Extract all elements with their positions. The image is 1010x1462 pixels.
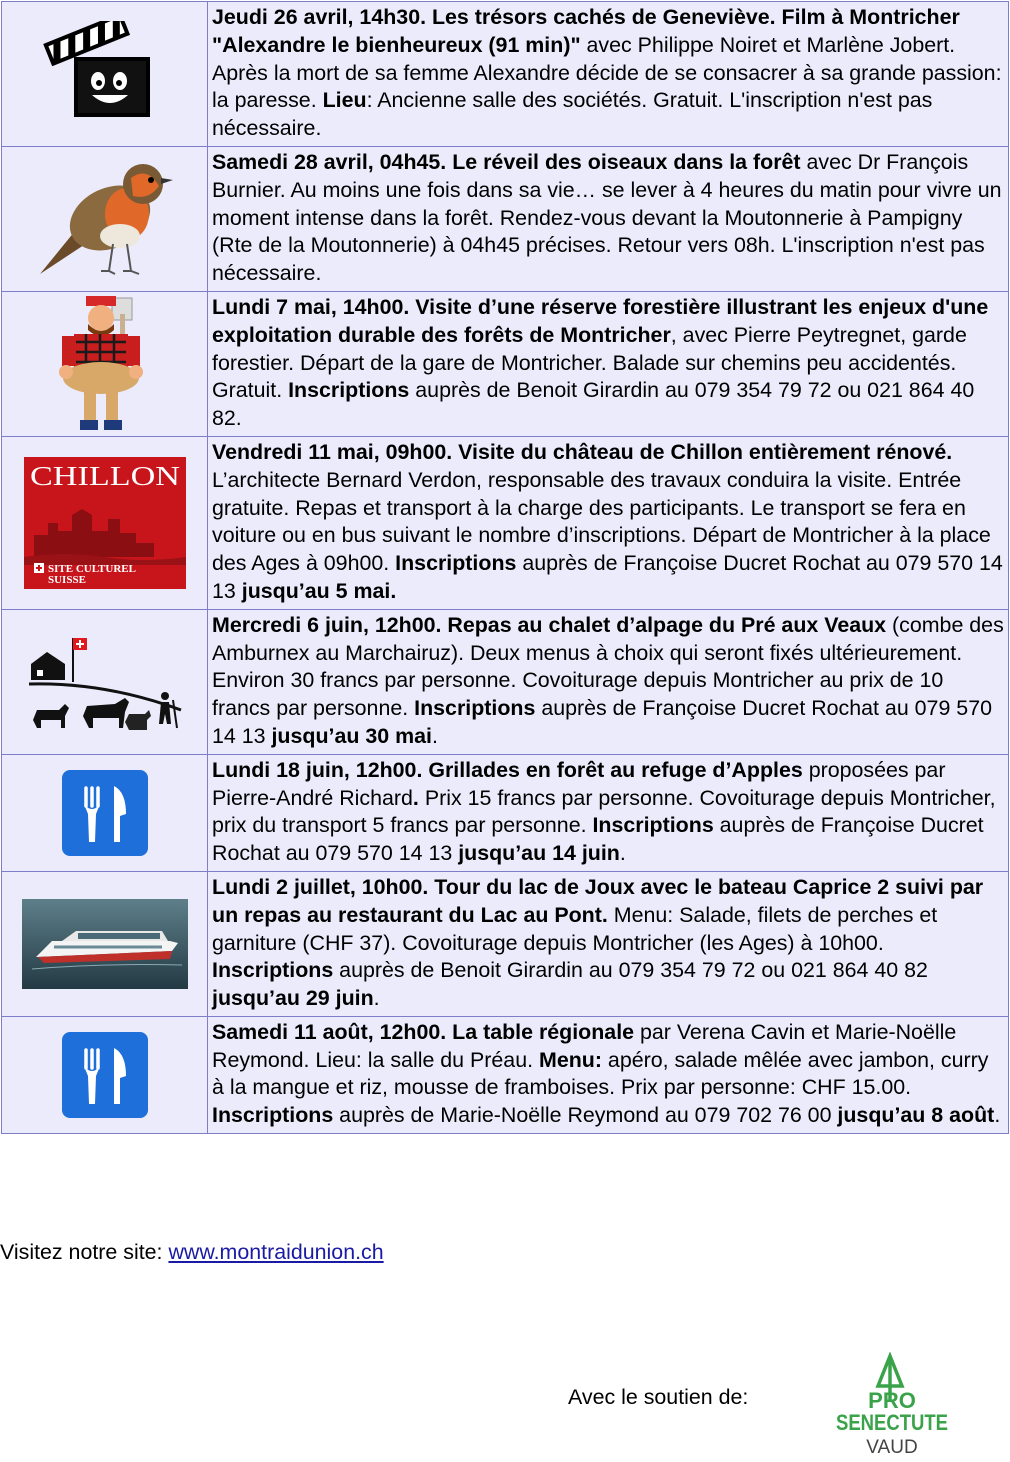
event-text-bold: Inscriptions bbox=[395, 551, 517, 576]
event-text: avec Philippe Noiret et Marlène Jobert. Après la mort de sa femme Alexandre décide de se consacrer à sa grande passion: la paresse. bbox=[212, 32, 1002, 113]
event-image-cell bbox=[2, 291, 208, 436]
event-image-cell bbox=[2, 2, 208, 147]
alpine-pasture-silhouette-image bbox=[2, 624, 207, 739]
event-text-bold: Mercredi 6 juin, 12h00. Repas au chalet d’alpage du Pré aux Veaux bbox=[212, 612, 887, 637]
event-text: auprès de Benoit Girardin au 079 354 79 72 ou 021 864 40 82. bbox=[212, 378, 975, 431]
robin-bird-image bbox=[2, 156, 207, 281]
event-text: . bbox=[994, 1103, 1001, 1128]
event-text-bold: Lundi 18 juin, 12h00. Grillades en forêt au refuge d’Apples bbox=[212, 757, 803, 782]
logo-line2: SENECTUTE bbox=[836, 1410, 948, 1435]
event-description bbox=[208, 754, 1009, 871]
event-row bbox=[2, 871, 1009, 1016]
event-text-bold: Inscriptions bbox=[592, 813, 714, 838]
event-row bbox=[2, 436, 1009, 609]
pro-senectute-logo bbox=[828, 1352, 958, 1462]
event-description bbox=[208, 436, 1009, 609]
event-text: auprès de Françoise Ducret Rochat au 079 570 14 13 bbox=[212, 813, 984, 866]
event-text: auprès de Françoise Ducret Rochat au 079 570 14 13 bbox=[212, 551, 1003, 603]
event-text-bold: Samedi 28 avril, 04h45. Le réveil des oiseaux dans la forêt bbox=[212, 149, 801, 174]
restaurant-icon bbox=[2, 770, 207, 856]
event-row bbox=[2, 1016, 1009, 1133]
lumberjack-image bbox=[2, 294, 207, 434]
restaurant-icon bbox=[2, 1032, 207, 1118]
chillon-poster-subtitle-2: SUISSE bbox=[47, 573, 86, 586]
website-link[interactable]: www.montraidunion.ch bbox=[168, 1240, 384, 1264]
event-row bbox=[2, 2, 1009, 147]
event-image-cell bbox=[2, 1016, 208, 1133]
event-text-bold: Samedi 11 août, 12h00. La table régionale bbox=[212, 1019, 635, 1044]
event-text: auprès de Benoit Girardin au 079 354 79 72 ou 021 864 40 82 bbox=[333, 958, 928, 983]
event-text-bold: jusqu’au 14 juin bbox=[458, 841, 620, 866]
event-text-bold: jusqu’au 30 mai bbox=[271, 723, 432, 748]
event-text: Prix 15 francs par personne. Covoiturage depuis Montricher, prix du transport 5 francs par personne. bbox=[212, 785, 996, 838]
event-image-cell bbox=[2, 436, 208, 609]
event-text-bold: Inscriptions bbox=[212, 1103, 334, 1128]
event-image-cell bbox=[2, 754, 208, 871]
event-text: auprès de Françoise Ducret Rochat au 079 570 14 13 bbox=[212, 696, 992, 748]
event-text: . bbox=[373, 986, 380, 1011]
event-text-bold: jusqu’au 5 mai. bbox=[241, 578, 397, 603]
event-text-bold: Lundi 7 mai, 14h00. Visite d’une réserve forestière illustrant les enjeux d'une exploitation durable des forêts de Montricher bbox=[212, 294, 989, 347]
film-clapper-icon bbox=[2, 21, 207, 126]
event-text-bold: Inscriptions bbox=[288, 378, 410, 403]
event-row bbox=[2, 609, 1009, 754]
boat-caprice-image bbox=[2, 899, 207, 989]
event-description bbox=[208, 2, 1009, 147]
logo-line1: PRO bbox=[868, 1388, 916, 1413]
event-text-bold: Menu: bbox=[539, 1047, 602, 1072]
event-text: : Ancienne salle des sociétés. Gratuit. L'inscription n'est pas nécessaire. bbox=[212, 88, 933, 141]
event-text: par Verena Cavin et Marie-Noëlle Reymond. Lieu: la salle du Préau. bbox=[212, 1019, 957, 1072]
event-text-bold: Jeudi 26 avril, 14h30. Les trésors cachés de Geneviève. Film à Montricher "Alexandre le bienheureux (91 min)" bbox=[212, 5, 960, 57]
chillon-poster-subtitle-1: SITE CULTUREL bbox=[47, 562, 136, 575]
chillon-poster-image bbox=[2, 457, 207, 589]
event-image-cell bbox=[2, 609, 208, 754]
logo-line3: VAUD bbox=[866, 1437, 918, 1458]
footer bbox=[0, 1240, 384, 1265]
event-text-bold: jusqu’au 8 août bbox=[837, 1103, 995, 1128]
chillon-poster-title: CHILLON bbox=[29, 460, 180, 491]
event-description bbox=[208, 1016, 1009, 1133]
event-row bbox=[2, 291, 1009, 436]
event-text: proposées par Pierre-André Richard bbox=[212, 757, 946, 810]
event-text: Menu: Salade, filets de perches et garniture (CHF 37). Covoiturage depuis Montricher (les Ages) à 10h00. bbox=[212, 902, 938, 955]
visit-label: Visitez notre site: bbox=[0, 1240, 169, 1264]
event-text: auprès de Marie-Noëlle Reymond au 079 702 76 00 bbox=[333, 1103, 838, 1128]
support-label: Avec le soutien de: bbox=[568, 1385, 749, 1409]
event-description bbox=[208, 291, 1009, 436]
event-text-bold: . bbox=[412, 785, 419, 810]
event-text-bold: Inscriptions bbox=[414, 696, 536, 721]
event-description bbox=[208, 609, 1009, 754]
event-text-bold: Lieu bbox=[322, 88, 367, 113]
event-text: , avec Pierre Peytregnet, garde forestier. Départ de la gare de Montricher. Balade sur chemins peu accidentés. Gratuit. bbox=[212, 322, 967, 403]
events-table bbox=[1, 1, 1009, 1134]
event-text: apéro, salade mêlée avec jambon, curry à la mangue et riz, mousse de framboises. Prix par personne: CHF 15.00. bbox=[212, 1047, 989, 1100]
event-row bbox=[2, 146, 1009, 291]
event-image-cell bbox=[2, 871, 208, 1016]
event-row bbox=[2, 754, 1009, 871]
event-text-bold: Lundi 2 juillet, 10h00. Tour du lac de Joux avec le bateau Caprice 2 suivi par un repas au restaurant du Lac au Pont. bbox=[212, 874, 984, 927]
event-description bbox=[208, 146, 1009, 291]
event-text: . bbox=[619, 841, 626, 866]
event-text: avec Dr François Burnier. Au moins une fois dans sa vie… se lever à 4 heures du matin pour vivre un moment intense dans la forêt. Rendez-vous devant la Moutonnerie à Pampigny (Rte de la Moutonnerie) à 04h45 précises. Retour vers 08h. L'inscription n'est pas nécessaire. bbox=[212, 149, 1002, 286]
event-description bbox=[208, 871, 1009, 1016]
event-text-bold: Inscriptions bbox=[212, 958, 334, 983]
event-text-bold: jusqu’au 29 juin bbox=[212, 986, 374, 1011]
event-text: (combe des Amburnex au Marchairuz). Deux menus à choix qui seront fixés ultérieurement. Environ 30 francs par personne. Covoiturage depuis Montricher au prix de 10 francs par personne. bbox=[212, 612, 1004, 721]
event-text: . bbox=[431, 723, 438, 748]
event-text: L’architecte Bernard Verdon, responsable des travaux conduira la visite. Entrée gratuite. Repas et transport à la charge des participants. Le transport se fera en voiture ou en bus suivant le nombre d’inscriptions. Départ de Montricher à la place des Ages à 09h00. bbox=[212, 467, 991, 576]
event-image-cell bbox=[2, 146, 208, 291]
event-text-bold: Vendredi 11 mai, 09h00. Visite du château de Chillon entièrement rénové. bbox=[212, 439, 953, 464]
